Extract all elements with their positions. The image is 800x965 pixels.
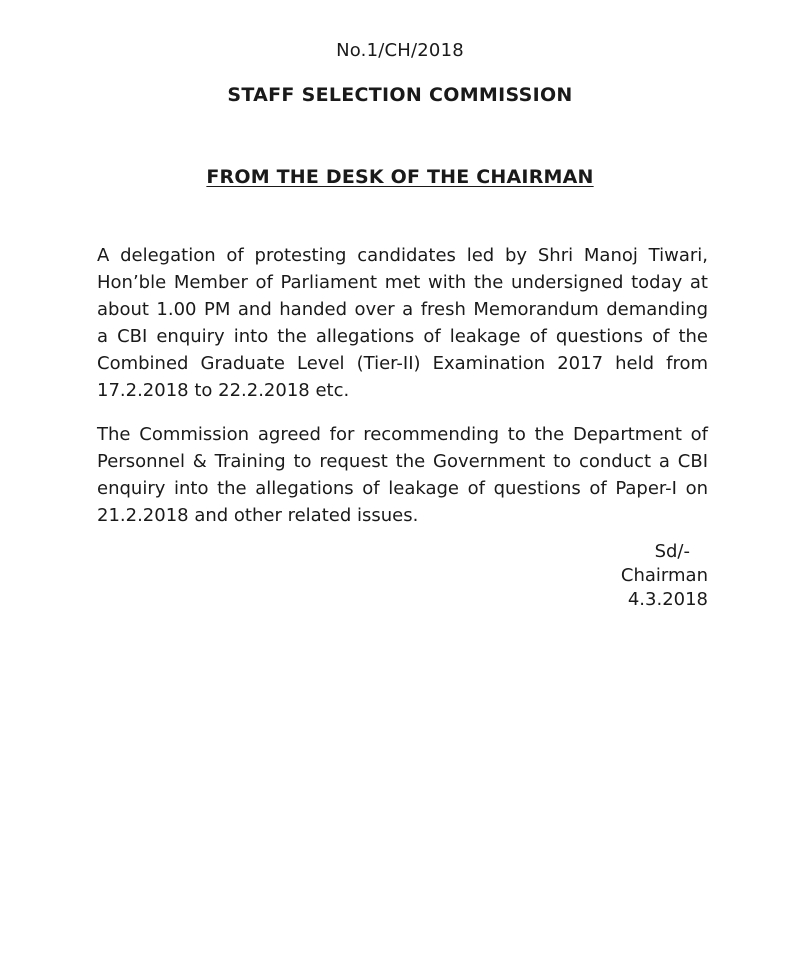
reference-number: No.1/CH/2018 [336,40,464,61]
signature-date: 4.3.2018 [627,589,708,610]
signature-designation: Chairman [620,565,708,586]
signature-sd: Sd/- [654,541,690,562]
paragraph-commission-decision: The Commission agreed for recommending to the Department of Personnel & Training to request the Government to conduct a CBI enquiry into the allegations of leakage of questions of Paper-I on 21.2.2018 and other related issues. [97,424,708,526]
paragraph-delegation: A delegation of protesting candidates led by Shri Manoj Tiwari, Hon’ble Member of Parliament met with the undersigned today at about 1.00 PM and handed over a fresh Memorandum demanding a CBI enquiry into the allegations of leakage of questions of the Combined Graduate Level (Tier-II) Examination 2017 held from 17.2.2018 to 22.2.2018 etc. [97,245,708,401]
desk-heading: FROM THE DESK OF THE CHAIRMAN [206,166,594,188]
organization-title: STAFF SELECTION COMMISSION [227,84,573,106]
signature-block [621,540,708,612]
